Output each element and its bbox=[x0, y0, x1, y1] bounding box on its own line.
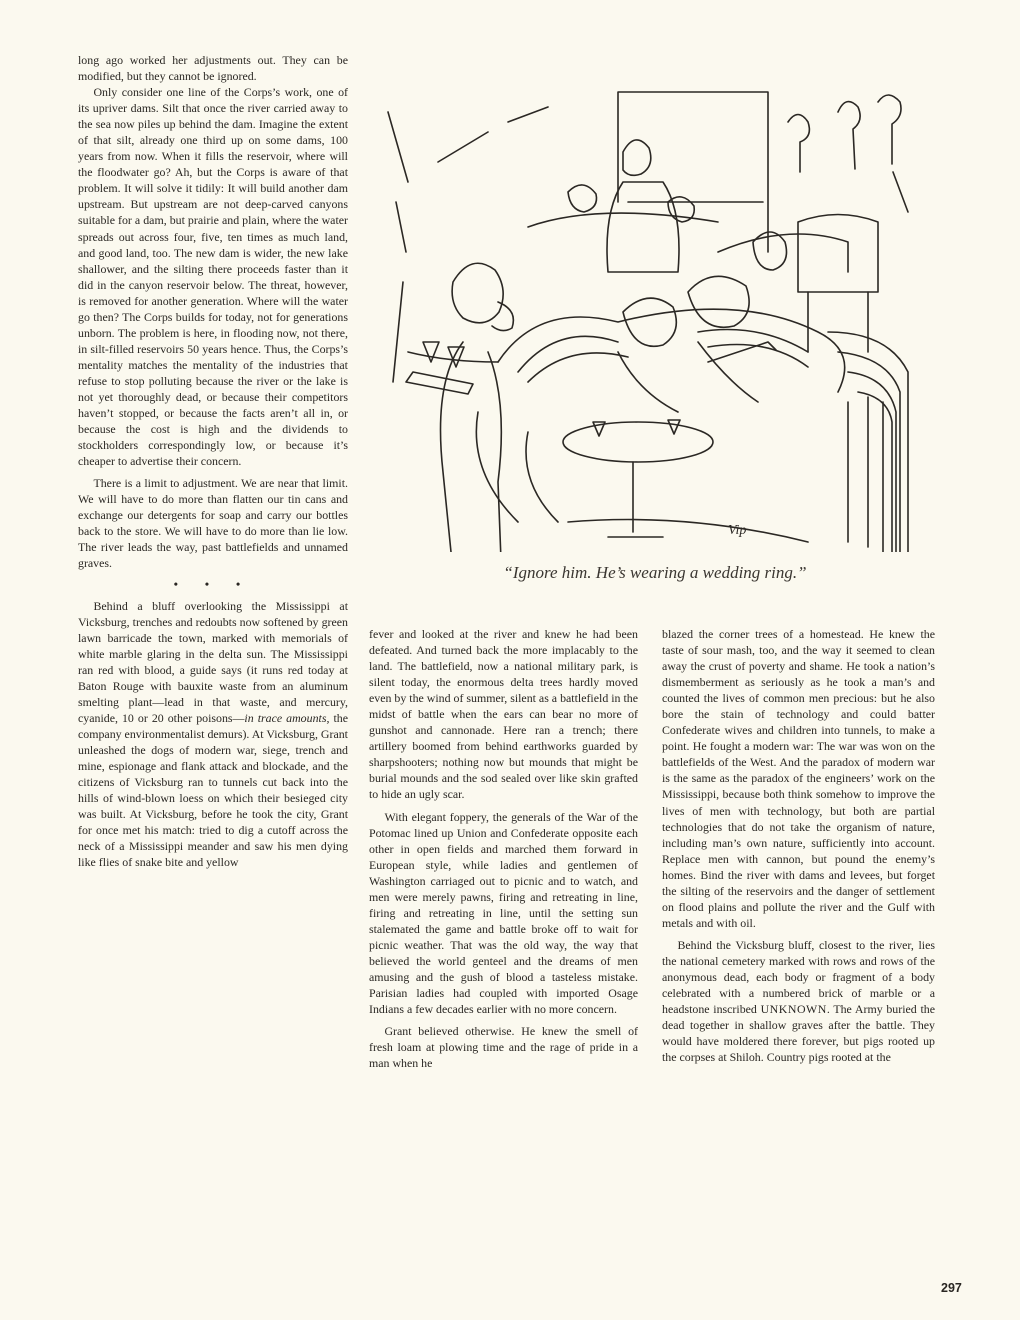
paragraph-text: Behind a bluff overlooking the Mississippi at Vicksburg, trenches and redoubts now softened by green lawn barricade the town, marked with memorials of white marble glaring in the delta sun. The Mississippi ran red with blood, a guide says (it runs red today at Baton Rouge with bauxite waste from an aluminum smelting plant—lead in that waste, and mercury, cyanide, 10 or 20 other poisons— bbox=[78, 598, 348, 725]
text-column-1 bbox=[78, 52, 348, 870]
paragraph: With elegant foppery, the generals of the War of the Potomac lined up Union and Confederate opposite each other in open fields and marched them forward in European style, while ladies and gentlemen of Washington carriaged out to picnic and to watch, and men were merely pawns, firing and retreating in line, firing and retreating in line, until the setting sun stalemated the game and battle broke off to wait for picnic weather. That was the old way, the way that believed the world genteel and the dreams of men amusing and the gush of blood a tasteless mistake. Parisian ladies had coupled with imported Osage Indians a few decades earlier with no more concern. bbox=[369, 809, 638, 1017]
section-divider: • • • bbox=[173, 576, 253, 591]
paragraph: fever and looked at the river and knew he had been defeated. And turned back the more implacably to the land. The battlefield, now a national military park, is silent today, the enormous delta trees hardly moved even by the wind of summer, silent as a battlefield in the midst of battle when the ears can bear no more of gunshot and cannonade. Here ran a trench; there artillery boomed from behind earthworks guarded by sharpshooters; nothing now but mounds that might be burial mounds and the sod sealed over like skin grafted to hide an ugly scar. bbox=[369, 627, 638, 802]
paragraph: blazed the corner trees of a homestead. He knew the taste of sour mash, too, and the way it seemed to clean away the crust of poverty and shame. He took a nation’s dismemberment as seriously as he took a man’s and counted the lives of common men precious: but he also bore the stain of technology and could batter Confederate wives and children into tunnels, to make a point. He fought a modern war: The war was won on the battlefields of the West. And the paradox of modern war is the same as the paradox of the engineers’ work on the Mississippi, because both think somehow to improve the lives of men with technology, but both are partial technologies that do not take the organism of nature, including man’s own nature, sufficiently into account. Replace men with cannon, but pound the enemy’s homes. Bind the river with dams and levees, but forget the silting of the reservoirs and the danger of settlement on flood plains and pollute the river and the Gulf with metals and with oil. bbox=[662, 627, 935, 930]
text-column-3 bbox=[662, 626, 935, 1065]
text-column-2 bbox=[369, 626, 638, 1071]
paragraph: Grant believed otherwise. He knew the smell of fresh loam at plowing time and the rage of pride in a man when he bbox=[369, 1024, 638, 1071]
artist-signature: Vip bbox=[728, 523, 747, 538]
paragraph: Only consider one line of the Corps’s work, one of its upriver dams. Silt that once the river carried away to the sea now piles up behind the dam. Imagine the extent of that silt, already one third up on some dams, 100 years from now. When it fills the reservoir, where will the floodwater go? Ah, but the Corps is aware of that problem. It will solve it tidily: It will build another dam upstream. But upstream are not deep-carved canyons suitable for a dam, but prairie and plain, where the water spreads out across four, five, ten times as much land, and good land, too. The new dam is wider, the new lake shallower, and the silting there proceeds faster than it did in the canyon reservoir below. The threat, however, is removed for another generation. Where will the water go then? The Corps builds for today, not for generations unborn. The problem is here, in flooding now, not there, in silt-filled reservoirs 50 years hence. Thus, the Corps’s mentality matches the mentality of the industries that refuse to stop polluting because the river or the lake is not yet thoroughly dead, or because their competitors haven’t stopped, or because the facts aren’t all in, or because the cost is high and the dividends to stockholders correspondingly low, or because it’s cheaper to advertise their concern. bbox=[78, 85, 348, 469]
cartoon-illustration bbox=[368, 52, 944, 552]
cartoon-caption: “Ignore him. He’s wearing a wedding ring.” bbox=[503, 563, 807, 582]
paragraph-text: the company environmentalist demurs). At Vicksburg, Grant unleashed the dogs of modern war, siege, trench and mine, espionage and flank attack and blockade, and the citizens of Vicksburg ran to tunnels cut back into the hills of wind-blown loess on which their besieged city was built. At Vicksburg, before he took the city, Grant for once met his match: tried to dig a cutoff across the neck of a Mississippi meander and saw his men dying like flies of snake bite and yellow bbox=[78, 710, 348, 870]
paragraph-text: Behind the Vicksburg bluff, closest to the river, lies the national cemetery marked with rows and rows of the anonymous dead, each body or fragment of a body celebrated with a numbered brick of marble or a headstone inscribed bbox=[662, 937, 935, 1017]
emphasis-text: in trace amounts, bbox=[244, 710, 330, 725]
paragraph bbox=[78, 598, 348, 871]
paragraph: long ago worked her adjustments out. They can be modified, but they cannot be ignored. bbox=[78, 53, 348, 84]
small-caps-text: UNKNOWN bbox=[760, 1002, 827, 1017]
paragraph: There is a limit to adjustment. We are near that limit. We will have to do more than flatten our tin cans and exchange our detergents for soap and carry our bottles back to the store. We will have to do more than lie low. The river leads the way, past battlefields and unnamed graves. bbox=[78, 476, 348, 571]
page-number: 297 bbox=[941, 1281, 962, 1295]
paragraph-text: . The Army buried the dead together in shallow graves after the battle. They would have moldered there forever, but pigs rooted up the corpses at Shiloh. Country pigs rooted at the bbox=[662, 1002, 935, 1065]
paragraph bbox=[662, 937, 935, 1065]
